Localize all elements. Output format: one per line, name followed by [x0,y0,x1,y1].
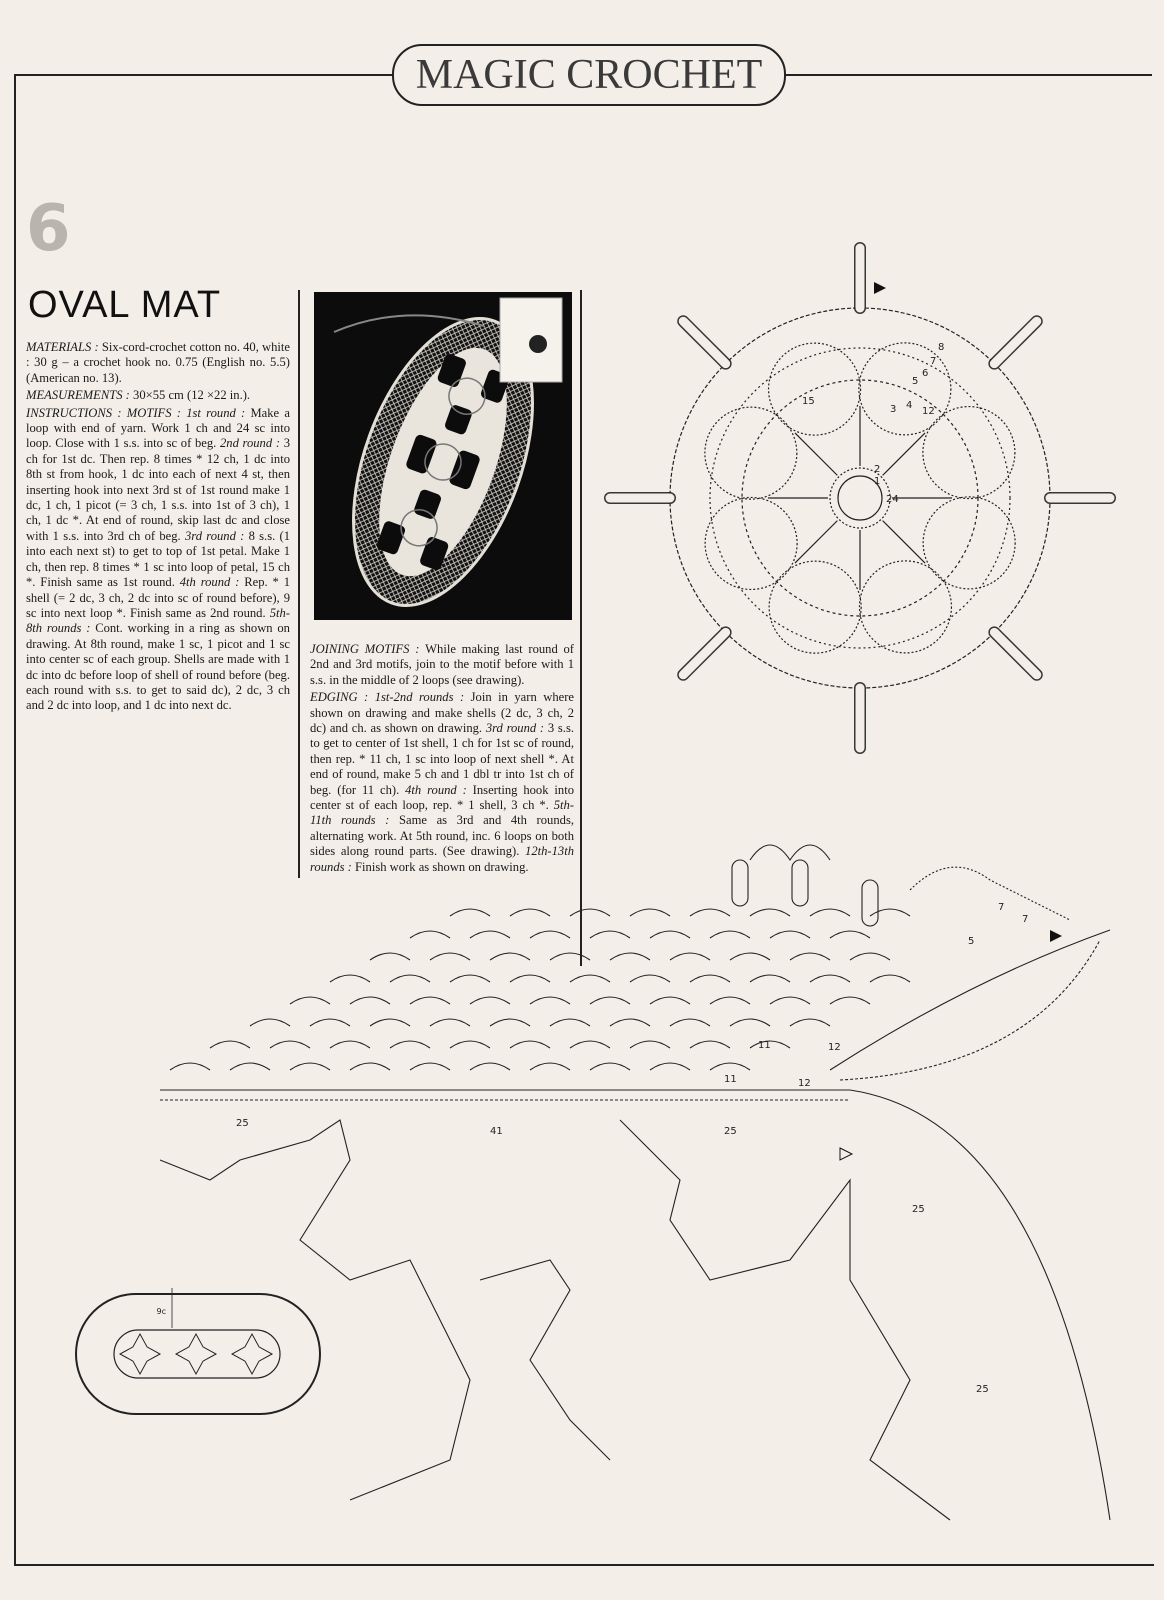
oval-mat-photo [314,292,572,620]
round-5-8-label: 5th-8th rounds : [26,605,290,636]
instructions-label: INSTRUCTIONS : MOTIFS : [26,405,187,420]
start-marker-icon [874,282,886,294]
round-1-label: 1st round : [186,405,251,420]
edging-label-25-left: 25 [236,1118,249,1129]
page-border-left [14,74,16,1566]
header-rule-left [14,74,394,76]
motif-label-1: 1 [874,476,881,487]
motif-label-8: 8 [938,342,945,353]
pattern-title: OVAL MAT [28,284,222,326]
motif-label-24: 24 [886,494,899,505]
motif-label-4: 4 [906,400,913,411]
round-2-text: 3 ch for 1st dc. Then rep. 8 times * 12 ch, 1 dc into 8th st from hook, 1 dc into each of next 4 st, then inserting hook into next 3rd st of 1st round make 1 dc, 1 ch, 1 picot (= 3 ch, 1 s.s. into 1st of 3 ch), 1 ch, 1 dc *. At end of round, skip last dc and close with 1 s.s. into 3rd ch of beg. [26,436,290,543]
round-2-label: 2nd round : [219,436,284,451]
joining-text: While making last round of 2nd and 3rd motifs, join to the motif before with 1 s.s. in the middle of 2 loops (see drawing). [310,642,574,687]
edging-label-7-a: 7 [998,902,1005,913]
edging-diagram [150,820,1150,1560]
edging-join-marker-icon [840,1148,852,1160]
materials-paragraph [26,340,290,386]
round-3-text: 8 s.s. (1 into each next st) to get to top of 1st petal. Make 1 ch, then rep. 8 times * 1 sc into loop of petal, 15 ch *. Finish same as 1st round. [26,528,291,590]
round-5-8-text: Cont. working in a ring as shown on drawing. At 8th round, make 1 sc, 1 picot and 1 sc into center sc of each group. Shells are made with 1 dc into dc before loop of shell of round before (beg. each round with s.s. to get to said dc), 2 dc, 3 ch and 2 dc into loop, and 1 dc into next dc. [26,621,290,713]
page-border-bottom [14,1564,1154,1566]
edging-5-11-label: 5th-11th rounds : [310,798,574,828]
measurements-paragraph [26,388,290,403]
edging-12-13-label: 12th-13th rounds : [310,844,574,874]
measurements-label: MEASUREMENTS : [26,388,134,403]
joining-label: JOINING MOTIFS : [310,642,426,656]
header-rule-right [786,74,1152,76]
edging-3-text: 3 s.s. to get to center of 1st shell, 1 ch for 1st sc of round, then rep. * 11 ch, 1 sc into loop of next shell *. At end of round, make 5 ch and 1 dbl tr into 1st ch of beg. (for 11 ch). [310,721,574,797]
motif-label-2: 2 [874,464,881,475]
round-1-text: Make a loop with end of yarn. Work 1 ch and 24 sc into loop. Close with 1 s.s. into sc of beg. [26,405,290,451]
motif-label-12: 12 [922,406,935,417]
round-4-text: Rep. * 1 shell (= 2 dc, 3 ch, 2 dc into sc of round before), 9 sc into next loop *. Finish same as 2nd round. [26,575,291,620]
edging-4-label: 4th round : [405,782,473,797]
motif-label-15: 15 [802,396,815,407]
edging-1-2-label: 1st-2nd rounds : [374,690,471,705]
pattern-number: 6 [26,192,71,266]
edging-5-11-text: Same as 3rd and 4th rounds, alternating work. At 5th round, inc. 6 loops on both sides along round parts. (See drawing). [310,813,574,859]
materials-text: Six-cord-crochet cotton no. 40, white : 30 g – a crochet hook no. 0.75 (English no. 5.5) (American no. 13). [26,340,290,385]
round-3-label: 3rd round : [184,528,249,543]
edging-label-25-mid: 25 [724,1126,737,1137]
measurements-text: 30×55 cm (12 ×22 in.). [133,388,251,403]
materials-label: MATERIALS : [26,340,102,354]
column-divider-1 [298,290,300,878]
edging-label-5: 5 [968,936,975,947]
masthead [392,44,786,106]
layout-dimension-label: 9c [156,1307,166,1316]
edging-start-marker-icon [1050,930,1062,942]
masthead-title: MAGIC CROCHET [415,52,763,98]
edging-4-text: Inserting hook into center st of each loop, rep. * 1 shell, 3 ch *. [310,782,574,813]
motif-label-6: 6 [922,368,929,379]
motif-label-3: 3 [890,404,897,415]
round-4-label: 4th round : [179,575,245,590]
edging-label-11-b: 11 [724,1074,737,1085]
edging-label-25-curve: 25 [912,1204,925,1215]
edging-label-7-b: 7 [1022,914,1029,925]
instructions-paragraph [26,406,290,714]
oval-mat-photo-graphic [314,292,572,620]
joining-paragraph [310,642,574,688]
edging-1-2-text: Join in yarn where shown on drawing and make shells (2 dc, 3 ch, 2 dc) and ch. as shown on drawing. [310,690,574,736]
motif-diagram [590,232,1140,772]
edging-label: EDGING : [310,690,375,705]
edging-label-12-b: 12 [798,1078,811,1089]
layout-schematic [74,1280,324,1420]
edging-label-25-bottom: 25 [976,1384,989,1395]
edging-3-label: 3rd round : [485,721,548,736]
edging-label-41: 41 [490,1126,503,1137]
motif-label-5: 5 [912,376,919,387]
edging-label-12-a: 12 [828,1042,841,1053]
edging-12-13-text: Finish work as shown on drawing. [355,859,529,874]
instructions-column-1 [26,340,290,716]
motif-label-7: 7 [930,356,937,367]
edging-label-11-a: 11 [758,1040,771,1051]
